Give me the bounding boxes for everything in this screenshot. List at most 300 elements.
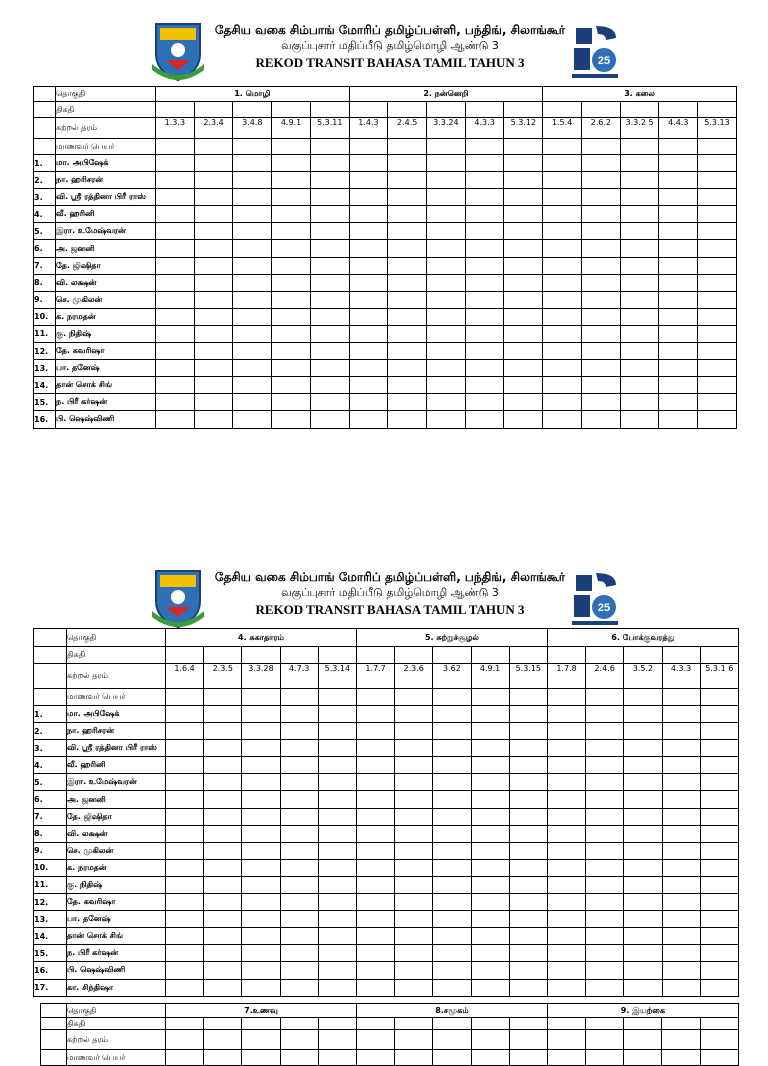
score-cell[interactable] xyxy=(543,206,582,223)
score-cell[interactable] xyxy=(620,360,659,377)
score-cell[interactable] xyxy=(166,740,204,757)
score-cell[interactable] xyxy=(388,325,427,342)
score-cell[interactable] xyxy=(280,979,318,996)
score-cell[interactable] xyxy=(242,842,280,859)
score-cell[interactable] xyxy=(698,308,737,325)
score-cell[interactable] xyxy=(318,962,356,979)
score-cell[interactable] xyxy=(166,962,204,979)
score-cell[interactable] xyxy=(700,808,738,825)
score-cell[interactable] xyxy=(509,979,547,996)
level-cell[interactable] xyxy=(433,647,471,664)
score-cell[interactable] xyxy=(242,774,280,791)
score-cell[interactable] xyxy=(388,308,427,325)
score-cell[interactable] xyxy=(509,945,547,962)
score-cell[interactable] xyxy=(624,757,662,774)
score-cell[interactable] xyxy=(620,291,659,308)
score-cell[interactable] xyxy=(700,791,738,808)
score-cell[interactable] xyxy=(620,377,659,394)
level-cell[interactable] xyxy=(543,102,582,118)
score-cell[interactable] xyxy=(356,859,394,876)
level-cell[interactable] xyxy=(156,102,195,118)
score-cell[interactable] xyxy=(310,343,349,360)
score-cell[interactable] xyxy=(349,257,388,274)
score-cell[interactable] xyxy=(318,740,356,757)
score-cell[interactable] xyxy=(204,791,242,808)
score-cell[interactable] xyxy=(465,411,504,428)
score-cell[interactable] xyxy=(194,274,233,291)
score-cell[interactable] xyxy=(543,394,582,411)
score-cell[interactable] xyxy=(233,240,272,257)
score-cell[interactable] xyxy=(242,962,280,979)
score-cell[interactable] xyxy=(624,723,662,740)
score-cell[interactable] xyxy=(310,189,349,206)
score-cell[interactable] xyxy=(700,876,738,893)
score-cell[interactable] xyxy=(233,172,272,189)
score-cell[interactable] xyxy=(433,979,471,996)
score-cell[interactable] xyxy=(349,240,388,257)
score-cell[interactable] xyxy=(624,706,662,723)
score-cell[interactable] xyxy=(166,723,204,740)
score-cell[interactable] xyxy=(471,723,509,740)
score-cell[interactable] xyxy=(504,223,543,240)
score-cell[interactable] xyxy=(471,859,509,876)
score-cell[interactable] xyxy=(204,740,242,757)
score-cell[interactable] xyxy=(194,257,233,274)
score-cell[interactable] xyxy=(509,894,547,911)
score-cell[interactable] xyxy=(543,325,582,342)
score-cell[interactable] xyxy=(504,343,543,360)
score-cell[interactable] xyxy=(620,172,659,189)
score-cell[interactable] xyxy=(156,172,195,189)
score-cell[interactable] xyxy=(349,411,388,428)
score-cell[interactable] xyxy=(156,343,195,360)
score-cell[interactable] xyxy=(624,808,662,825)
score-cell[interactable] xyxy=(204,706,242,723)
score-cell[interactable] xyxy=(395,979,433,996)
score-cell[interactable] xyxy=(310,240,349,257)
score-cell[interactable] xyxy=(272,155,311,172)
level-cell[interactable] xyxy=(395,647,433,664)
score-cell[interactable] xyxy=(624,740,662,757)
score-cell[interactable] xyxy=(272,223,311,240)
score-cell[interactable] xyxy=(504,155,543,172)
score-cell[interactable] xyxy=(233,189,272,206)
score-cell[interactable] xyxy=(395,740,433,757)
score-cell[interactable] xyxy=(233,257,272,274)
score-cell[interactable] xyxy=(356,928,394,945)
score-cell[interactable] xyxy=(310,206,349,223)
score-cell[interactable] xyxy=(233,325,272,342)
score-cell[interactable] xyxy=(700,825,738,842)
score-cell[interactable] xyxy=(509,876,547,893)
score-cell[interactable] xyxy=(156,155,195,172)
score-cell[interactable] xyxy=(356,842,394,859)
score-cell[interactable] xyxy=(318,911,356,928)
level-cell[interactable] xyxy=(388,102,427,118)
score-cell[interactable] xyxy=(272,308,311,325)
score-cell[interactable] xyxy=(581,377,620,394)
score-cell[interactable] xyxy=(349,223,388,240)
score-cell[interactable] xyxy=(427,291,466,308)
score-cell[interactable] xyxy=(318,808,356,825)
score-cell[interactable] xyxy=(662,945,700,962)
score-cell[interactable] xyxy=(543,172,582,189)
score-cell[interactable] xyxy=(700,740,738,757)
score-cell[interactable] xyxy=(659,377,698,394)
score-cell[interactable] xyxy=(427,274,466,291)
score-cell[interactable] xyxy=(388,189,427,206)
score-cell[interactable] xyxy=(194,325,233,342)
score-cell[interactable] xyxy=(395,808,433,825)
score-cell[interactable] xyxy=(166,706,204,723)
score-cell[interactable] xyxy=(624,894,662,911)
score-cell[interactable] xyxy=(581,155,620,172)
score-cell[interactable] xyxy=(388,155,427,172)
score-cell[interactable] xyxy=(356,757,394,774)
score-cell[interactable] xyxy=(433,894,471,911)
score-cell[interactable] xyxy=(547,723,585,740)
score-cell[interactable] xyxy=(471,757,509,774)
level-cell[interactable] xyxy=(662,647,700,664)
level-cell[interactable] xyxy=(624,647,662,664)
score-cell[interactable] xyxy=(204,825,242,842)
score-cell[interactable] xyxy=(272,274,311,291)
score-cell[interactable] xyxy=(700,928,738,945)
score-cell[interactable] xyxy=(156,240,195,257)
score-cell[interactable] xyxy=(471,911,509,928)
score-cell[interactable] xyxy=(242,825,280,842)
level-cell[interactable] xyxy=(280,647,318,664)
score-cell[interactable] xyxy=(156,411,195,428)
score-cell[interactable] xyxy=(156,360,195,377)
score-cell[interactable] xyxy=(318,791,356,808)
score-cell[interactable] xyxy=(166,876,204,893)
score-cell[interactable] xyxy=(318,979,356,996)
score-cell[interactable] xyxy=(310,291,349,308)
score-cell[interactable] xyxy=(471,808,509,825)
score-cell[interactable] xyxy=(356,791,394,808)
score-cell[interactable] xyxy=(700,842,738,859)
score-cell[interactable] xyxy=(624,876,662,893)
score-cell[interactable] xyxy=(624,928,662,945)
score-cell[interactable] xyxy=(233,206,272,223)
score-cell[interactable] xyxy=(356,706,394,723)
score-cell[interactable] xyxy=(698,291,737,308)
level-cell[interactable] xyxy=(659,102,698,118)
score-cell[interactable] xyxy=(504,394,543,411)
score-cell[interactable] xyxy=(662,757,700,774)
score-cell[interactable] xyxy=(547,808,585,825)
score-cell[interactable] xyxy=(349,274,388,291)
score-cell[interactable] xyxy=(166,825,204,842)
score-cell[interactable] xyxy=(471,706,509,723)
score-cell[interactable] xyxy=(700,979,738,996)
score-cell[interactable] xyxy=(194,189,233,206)
score-cell[interactable] xyxy=(433,928,471,945)
score-cell[interactable] xyxy=(242,757,280,774)
score-cell[interactable] xyxy=(156,377,195,394)
score-cell[interactable] xyxy=(620,240,659,257)
score-cell[interactable] xyxy=(166,894,204,911)
score-cell[interactable] xyxy=(242,859,280,876)
score-cell[interactable] xyxy=(156,325,195,342)
score-cell[interactable] xyxy=(547,962,585,979)
score-cell[interactable] xyxy=(280,911,318,928)
score-cell[interactable] xyxy=(395,757,433,774)
score-cell[interactable] xyxy=(166,808,204,825)
score-cell[interactable] xyxy=(543,291,582,308)
score-cell[interactable] xyxy=(166,859,204,876)
score-cell[interactable] xyxy=(280,876,318,893)
score-cell[interactable] xyxy=(465,394,504,411)
score-cell[interactable] xyxy=(318,825,356,842)
score-cell[interactable] xyxy=(194,223,233,240)
score-cell[interactable] xyxy=(465,189,504,206)
score-cell[interactable] xyxy=(280,706,318,723)
score-cell[interactable] xyxy=(581,223,620,240)
score-cell[interactable] xyxy=(280,962,318,979)
score-cell[interactable] xyxy=(318,859,356,876)
score-cell[interactable] xyxy=(427,189,466,206)
score-cell[interactable] xyxy=(504,274,543,291)
score-cell[interactable] xyxy=(349,189,388,206)
score-cell[interactable] xyxy=(662,774,700,791)
score-cell[interactable] xyxy=(356,740,394,757)
score-cell[interactable] xyxy=(349,155,388,172)
score-cell[interactable] xyxy=(471,774,509,791)
score-cell[interactable] xyxy=(547,945,585,962)
score-cell[interactable] xyxy=(433,859,471,876)
score-cell[interactable] xyxy=(310,172,349,189)
score-cell[interactable] xyxy=(700,962,738,979)
score-cell[interactable] xyxy=(166,757,204,774)
score-cell[interactable] xyxy=(581,291,620,308)
score-cell[interactable] xyxy=(194,206,233,223)
score-cell[interactable] xyxy=(581,325,620,342)
score-cell[interactable] xyxy=(547,825,585,842)
score-cell[interactable] xyxy=(547,894,585,911)
score-cell[interactable] xyxy=(233,155,272,172)
score-cell[interactable] xyxy=(471,894,509,911)
score-cell[interactable] xyxy=(318,757,356,774)
level-cell[interactable] xyxy=(272,102,311,118)
score-cell[interactable] xyxy=(280,859,318,876)
score-cell[interactable] xyxy=(662,979,700,996)
score-cell[interactable] xyxy=(166,791,204,808)
score-cell[interactable] xyxy=(547,757,585,774)
score-cell[interactable] xyxy=(620,257,659,274)
score-cell[interactable] xyxy=(620,206,659,223)
score-cell[interactable] xyxy=(395,945,433,962)
score-cell[interactable] xyxy=(318,706,356,723)
score-cell[interactable] xyxy=(242,723,280,740)
score-cell[interactable] xyxy=(356,723,394,740)
score-cell[interactable] xyxy=(349,172,388,189)
score-cell[interactable] xyxy=(427,411,466,428)
score-cell[interactable] xyxy=(356,876,394,893)
score-cell[interactable] xyxy=(624,842,662,859)
score-cell[interactable] xyxy=(388,240,427,257)
score-cell[interactable] xyxy=(586,808,624,825)
score-cell[interactable] xyxy=(620,394,659,411)
score-cell[interactable] xyxy=(395,911,433,928)
score-cell[interactable] xyxy=(194,377,233,394)
score-cell[interactable] xyxy=(204,894,242,911)
score-cell[interactable] xyxy=(700,859,738,876)
score-cell[interactable] xyxy=(586,740,624,757)
score-cell[interactable] xyxy=(624,791,662,808)
score-cell[interactable] xyxy=(280,928,318,945)
score-cell[interactable] xyxy=(659,394,698,411)
score-cell[interactable] xyxy=(233,343,272,360)
score-cell[interactable] xyxy=(504,257,543,274)
score-cell[interactable] xyxy=(659,257,698,274)
score-cell[interactable] xyxy=(659,206,698,223)
score-cell[interactable] xyxy=(427,343,466,360)
score-cell[interactable] xyxy=(620,274,659,291)
score-cell[interactable] xyxy=(700,894,738,911)
score-cell[interactable] xyxy=(581,189,620,206)
score-cell[interactable] xyxy=(547,740,585,757)
score-cell[interactable] xyxy=(204,774,242,791)
score-cell[interactable] xyxy=(272,206,311,223)
score-cell[interactable] xyxy=(543,411,582,428)
level-cell[interactable] xyxy=(233,102,272,118)
score-cell[interactable] xyxy=(318,894,356,911)
score-cell[interactable] xyxy=(620,411,659,428)
level-cell[interactable] xyxy=(166,647,204,664)
score-cell[interactable] xyxy=(194,360,233,377)
score-cell[interactable] xyxy=(547,842,585,859)
score-cell[interactable] xyxy=(356,979,394,996)
score-cell[interactable] xyxy=(504,172,543,189)
score-cell[interactable] xyxy=(662,876,700,893)
score-cell[interactable] xyxy=(465,172,504,189)
score-cell[interactable] xyxy=(310,155,349,172)
score-cell[interactable] xyxy=(581,274,620,291)
level-cell[interactable] xyxy=(471,647,509,664)
score-cell[interactable] xyxy=(204,859,242,876)
score-cell[interactable] xyxy=(586,911,624,928)
score-cell[interactable] xyxy=(318,876,356,893)
score-cell[interactable] xyxy=(242,876,280,893)
score-cell[interactable] xyxy=(280,791,318,808)
score-cell[interactable] xyxy=(509,859,547,876)
score-cell[interactable] xyxy=(349,325,388,342)
score-cell[interactable] xyxy=(433,740,471,757)
score-cell[interactable] xyxy=(388,291,427,308)
score-cell[interactable] xyxy=(156,223,195,240)
level-cell[interactable] xyxy=(620,102,659,118)
score-cell[interactable] xyxy=(433,791,471,808)
score-cell[interactable] xyxy=(547,979,585,996)
score-cell[interactable] xyxy=(272,291,311,308)
level-cell[interactable] xyxy=(581,102,620,118)
score-cell[interactable] xyxy=(280,842,318,859)
score-cell[interactable] xyxy=(504,291,543,308)
score-cell[interactable] xyxy=(662,911,700,928)
score-cell[interactable] xyxy=(204,962,242,979)
score-cell[interactable] xyxy=(700,774,738,791)
score-cell[interactable] xyxy=(509,757,547,774)
score-cell[interactable] xyxy=(586,723,624,740)
score-cell[interactable] xyxy=(543,189,582,206)
score-cell[interactable] xyxy=(547,774,585,791)
score-cell[interactable] xyxy=(388,360,427,377)
score-cell[interactable] xyxy=(395,723,433,740)
score-cell[interactable] xyxy=(509,911,547,928)
score-cell[interactable] xyxy=(427,172,466,189)
score-cell[interactable] xyxy=(433,876,471,893)
score-cell[interactable] xyxy=(280,894,318,911)
score-cell[interactable] xyxy=(471,928,509,945)
score-cell[interactable] xyxy=(349,377,388,394)
score-cell[interactable] xyxy=(547,706,585,723)
score-cell[interactable] xyxy=(504,360,543,377)
score-cell[interactable] xyxy=(547,911,585,928)
score-cell[interactable] xyxy=(233,411,272,428)
score-cell[interactable] xyxy=(504,411,543,428)
score-cell[interactable] xyxy=(586,876,624,893)
score-cell[interactable] xyxy=(242,979,280,996)
score-cell[interactable] xyxy=(698,274,737,291)
score-cell[interactable] xyxy=(698,325,737,342)
score-cell[interactable] xyxy=(465,291,504,308)
score-cell[interactable] xyxy=(272,394,311,411)
level-cell[interactable] xyxy=(242,647,280,664)
score-cell[interactable] xyxy=(156,257,195,274)
score-cell[interactable] xyxy=(310,394,349,411)
score-cell[interactable] xyxy=(659,240,698,257)
score-cell[interactable] xyxy=(156,189,195,206)
score-cell[interactable] xyxy=(624,945,662,962)
score-cell[interactable] xyxy=(586,979,624,996)
score-cell[interactable] xyxy=(543,274,582,291)
score-cell[interactable] xyxy=(509,723,547,740)
score-cell[interactable] xyxy=(586,859,624,876)
score-cell[interactable] xyxy=(700,723,738,740)
score-cell[interactable] xyxy=(586,757,624,774)
score-cell[interactable] xyxy=(318,928,356,945)
score-cell[interactable] xyxy=(280,808,318,825)
score-cell[interactable] xyxy=(620,308,659,325)
score-cell[interactable] xyxy=(543,360,582,377)
score-cell[interactable] xyxy=(698,223,737,240)
score-cell[interactable] xyxy=(471,979,509,996)
score-cell[interactable] xyxy=(547,791,585,808)
score-cell[interactable] xyxy=(318,945,356,962)
score-cell[interactable] xyxy=(662,825,700,842)
score-cell[interactable] xyxy=(433,945,471,962)
score-cell[interactable] xyxy=(509,808,547,825)
score-cell[interactable] xyxy=(310,360,349,377)
score-cell[interactable] xyxy=(388,377,427,394)
score-cell[interactable] xyxy=(166,945,204,962)
score-cell[interactable] xyxy=(662,859,700,876)
score-cell[interactable] xyxy=(427,308,466,325)
score-cell[interactable] xyxy=(395,859,433,876)
score-cell[interactable] xyxy=(356,774,394,791)
score-cell[interactable] xyxy=(624,979,662,996)
score-cell[interactable] xyxy=(194,394,233,411)
score-cell[interactable] xyxy=(620,325,659,342)
score-cell[interactable] xyxy=(272,240,311,257)
score-cell[interactable] xyxy=(509,791,547,808)
score-cell[interactable] xyxy=(427,240,466,257)
score-cell[interactable] xyxy=(698,411,737,428)
level-cell[interactable] xyxy=(194,102,233,118)
score-cell[interactable] xyxy=(427,394,466,411)
